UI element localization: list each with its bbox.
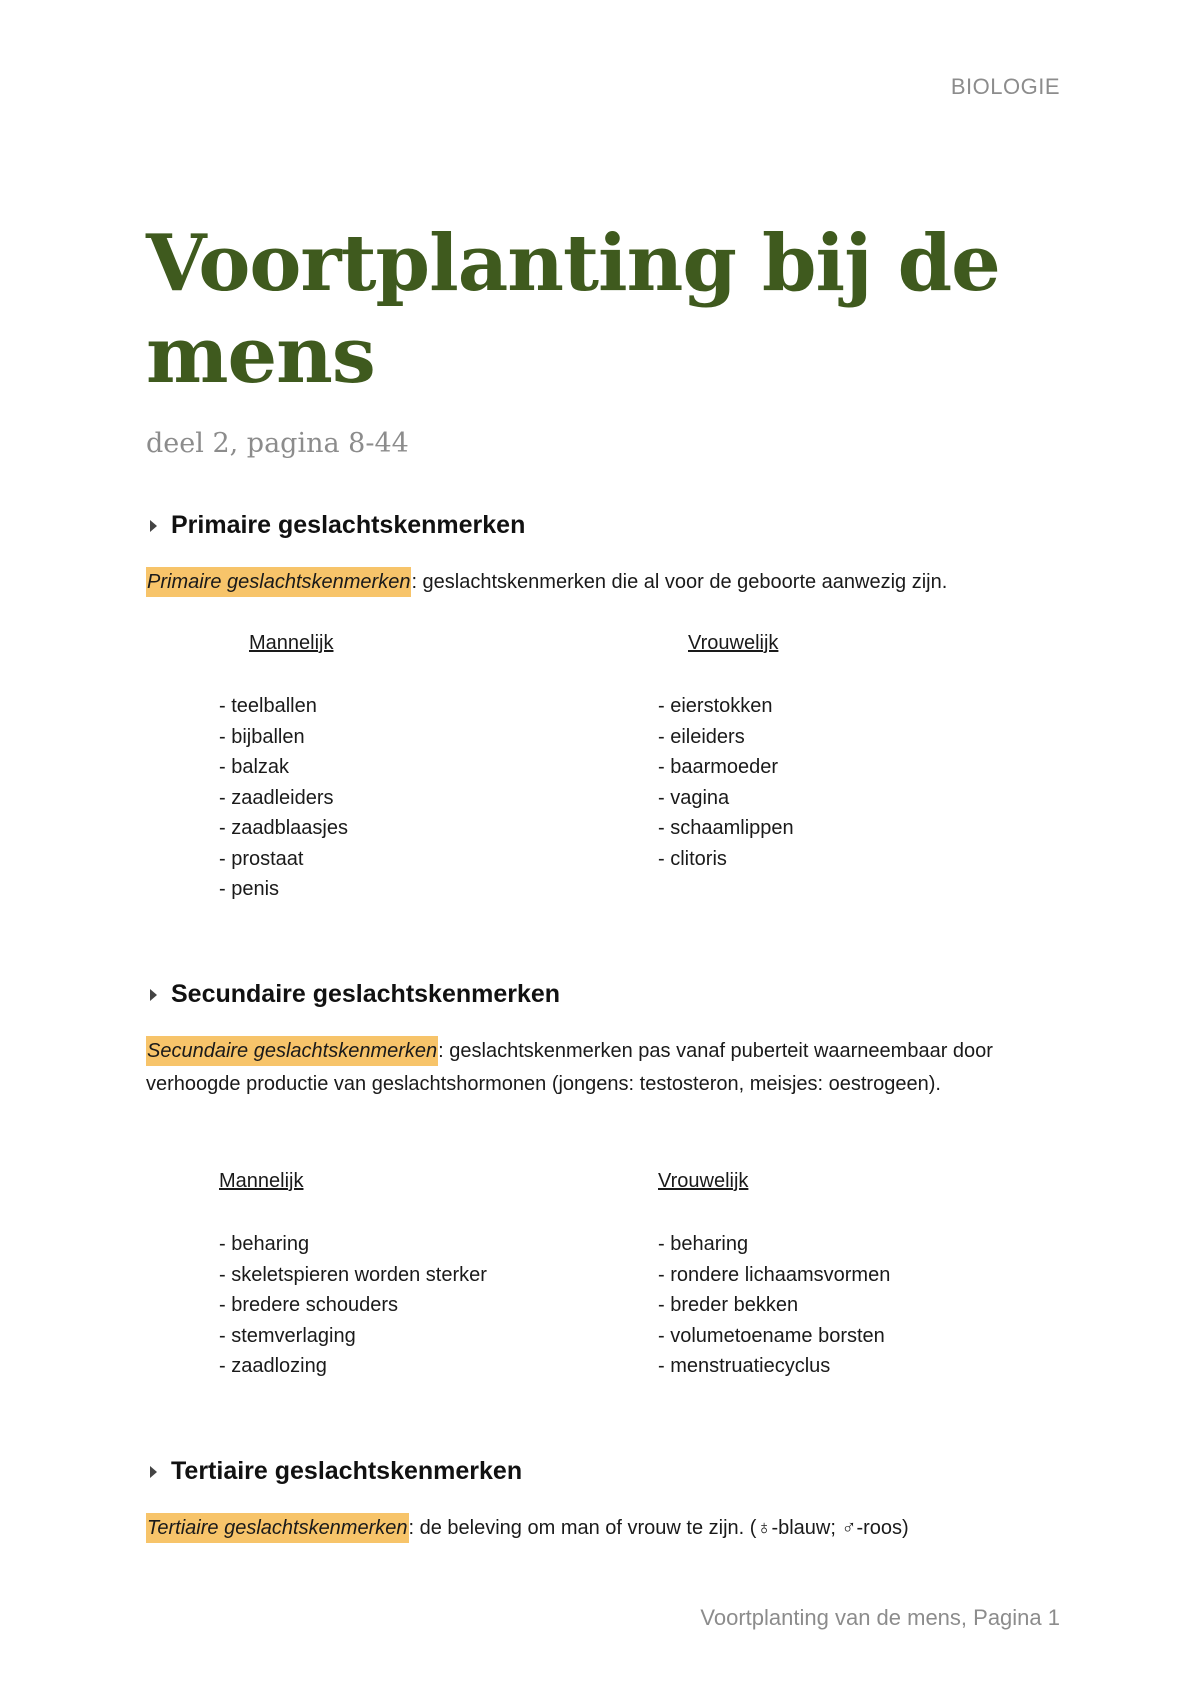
list-item: - eileiders (658, 722, 794, 753)
list-item: - vagina (658, 783, 794, 814)
definition-tertiary (146, 1512, 1066, 1545)
list-item: - stemverlaging (219, 1321, 487, 1352)
highlighted-term: Secundaire geslachtskenmerken (146, 1036, 438, 1066)
definition-secondary (146, 1035, 1066, 1101)
page-subtitle: deel 2, pagina 8-44 (146, 428, 409, 459)
section-heading-label: Primaire geslachtskenmerken (171, 511, 526, 539)
list-item: - skeletspieren worden sterker (219, 1260, 487, 1291)
section-heading-label: Secundaire geslachtskenmerken (171, 980, 561, 1008)
list-item: - bredere schouders (219, 1290, 487, 1321)
page-title: Voortplanting bij de mens (146, 218, 1000, 401)
column-header-male: Mannelijk (249, 632, 334, 654)
list-item: - teelballen (219, 691, 348, 722)
list-item: - prostaat (219, 844, 348, 875)
definition-primary (146, 566, 1066, 599)
highlighted-term: Primaire geslachtskenmerken (146, 567, 411, 597)
header-subject: BIOLOGIE (950, 74, 1060, 99)
definition-text: : geslachtskenmerken die al voor de geboorte aanwezig zijn. (411, 571, 948, 593)
list-item: - schaamlippen (658, 813, 794, 844)
list-item: - breder bekken (658, 1290, 890, 1321)
list-item: - zaadleiders (219, 783, 348, 814)
column-header-female: Vrouwelijk (688, 632, 779, 654)
list-item: - penis (219, 874, 348, 905)
list-item: - zaadblaasjes (219, 813, 348, 844)
list-item: - menstruatiecyclus (658, 1351, 890, 1382)
male-list-primary (219, 691, 348, 905)
list-item: - balzak (219, 752, 348, 783)
disclosure-arrow-icon (150, 520, 157, 532)
list-item: - zaadlozing (219, 1351, 487, 1382)
list-item: - volumetoename borsten (658, 1321, 890, 1352)
list-item: - clitoris (658, 844, 794, 875)
section-heading-tertiary (146, 1457, 522, 1486)
disclosure-arrow-icon (150, 1466, 157, 1478)
list-item: - baarmoeder (658, 752, 794, 783)
list-item: - beharing (658, 1229, 890, 1260)
list-item: - rondere lichaamsvormen (658, 1260, 890, 1291)
list-item: - eierstokken (658, 691, 794, 722)
list-item: - beharing (219, 1229, 487, 1260)
female-list-secondary (658, 1229, 890, 1382)
female-list-primary (658, 691, 794, 874)
section-heading-label: Tertiaire geslachtskenmerken (171, 1457, 523, 1485)
column-header-female: Vrouwelijk (658, 1170, 749, 1192)
section-heading-secondary (146, 980, 560, 1009)
section-heading-primary (146, 511, 525, 540)
male-list-secondary (219, 1229, 487, 1382)
page-footer: Voortplanting van de mens, Pagina 1 (700, 1605, 1060, 1630)
definition-text: : geslachtskenmerken pas vanaf puberteit waarneembaar door verhoogde productie van geslachtshormonen (jongens: testosteron, meisjes: oestrogeen). (146, 1040, 993, 1095)
list-item: - bijballen (219, 722, 348, 753)
highlighted-term: Tertiaire geslachtskenmerken (146, 1513, 409, 1543)
column-header-male: Mannelijk (219, 1170, 304, 1192)
disclosure-arrow-icon (150, 989, 157, 1001)
definition-text: : de beleving om man of vrouw te zijn. (♁-blauw; ♂-roos) (408, 1517, 909, 1539)
